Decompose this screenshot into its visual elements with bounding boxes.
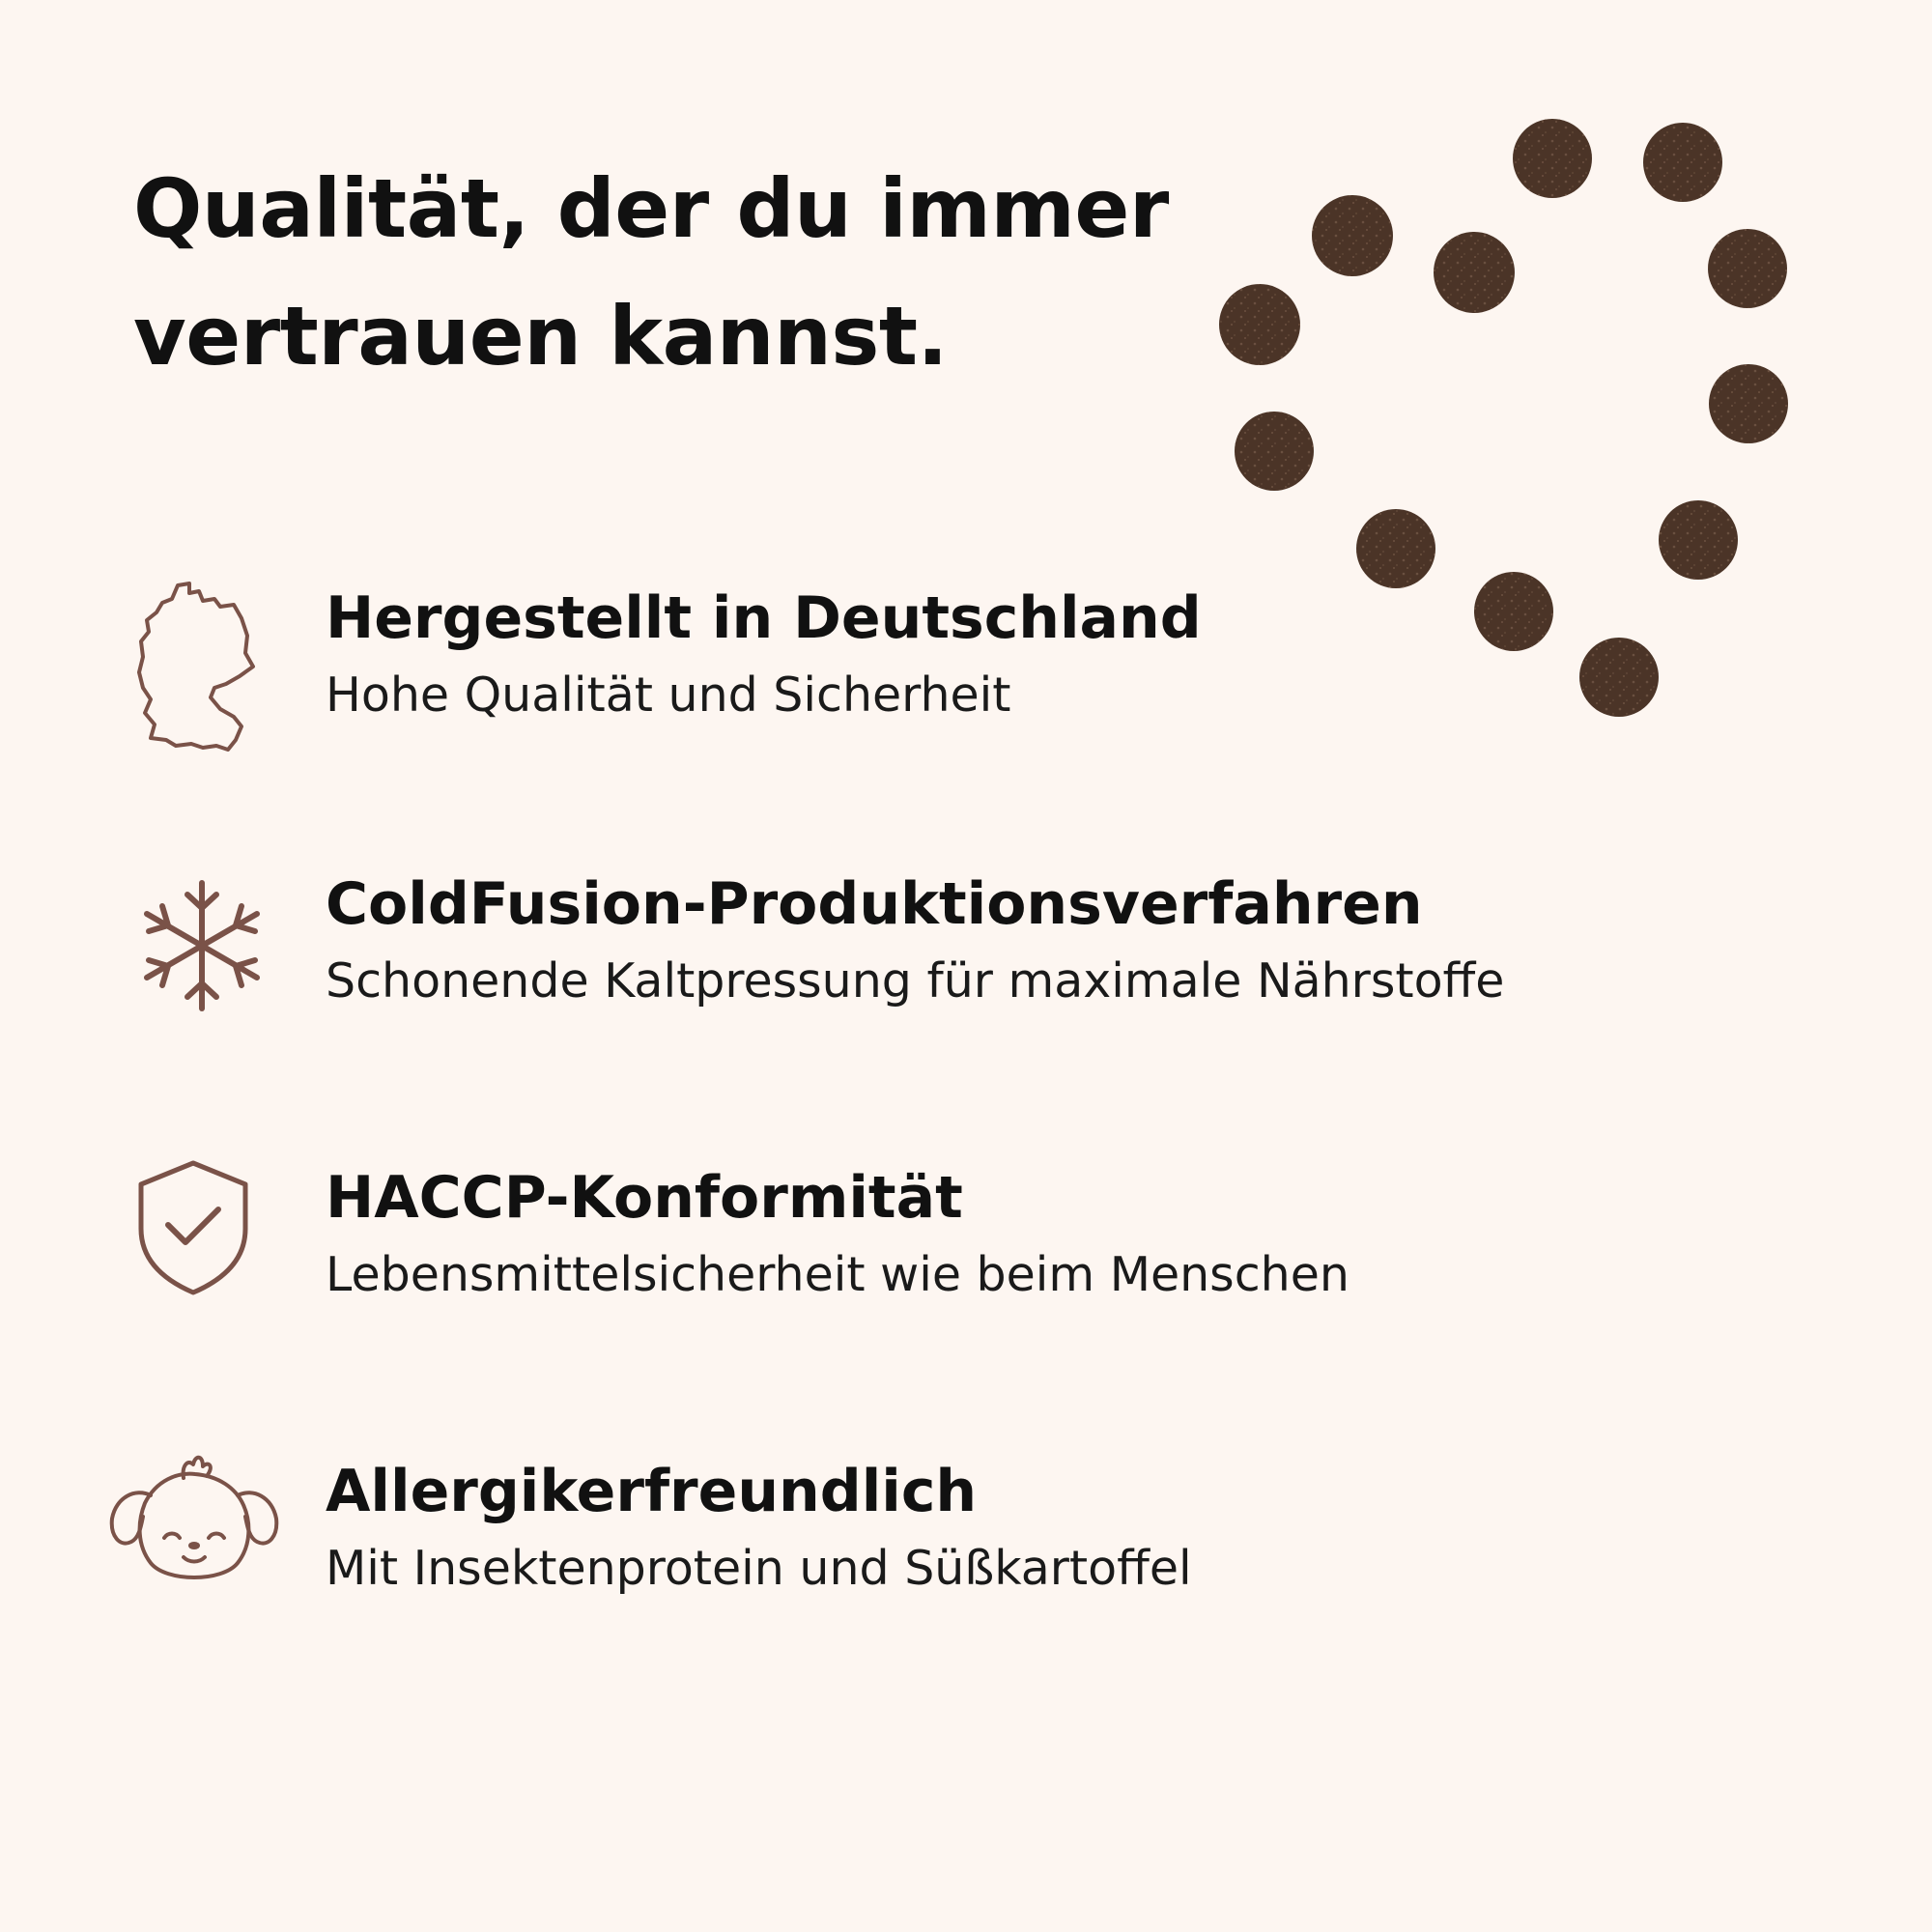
page-title-line-1: Qualität, der du immer bbox=[133, 161, 1169, 256]
feature-heading: Hergestellt in Deutschland bbox=[326, 584, 1202, 652]
dog-face-icon bbox=[106, 1445, 280, 1590]
feature-subtitle: Hohe Qualität und Sicherheit bbox=[326, 668, 1011, 723]
snowflake-icon bbox=[137, 879, 267, 1012]
feature-subtitle: Schonende Kaltpressung für maximale Nährstoffe bbox=[326, 953, 1505, 1009]
feature-allergy-friendly bbox=[0, 1453, 1932, 1665]
feature-heading: HACCP-Konformität bbox=[326, 1164, 963, 1232]
feature-subtitle: Mit Insektenprotein und Süßkartoffel bbox=[326, 1541, 1192, 1596]
page-title-line-2: vertrauen kannst. bbox=[133, 289, 948, 384]
feature-coldfusion bbox=[0, 866, 1932, 1078]
germany-map-icon bbox=[133, 580, 269, 752]
feature-heading: Allergikerfreundlich bbox=[326, 1458, 978, 1525]
feature-subtitle: Lebensmittelsicherheit wie beim Menschen bbox=[326, 1247, 1350, 1302]
feature-made-in-germany bbox=[0, 580, 1932, 792]
page-title bbox=[133, 145, 1196, 400]
feature-haccp bbox=[0, 1159, 1932, 1372]
feature-heading: ColdFusion-Produktionsverfahren bbox=[326, 870, 1423, 938]
shield-check-icon bbox=[135, 1159, 251, 1296]
